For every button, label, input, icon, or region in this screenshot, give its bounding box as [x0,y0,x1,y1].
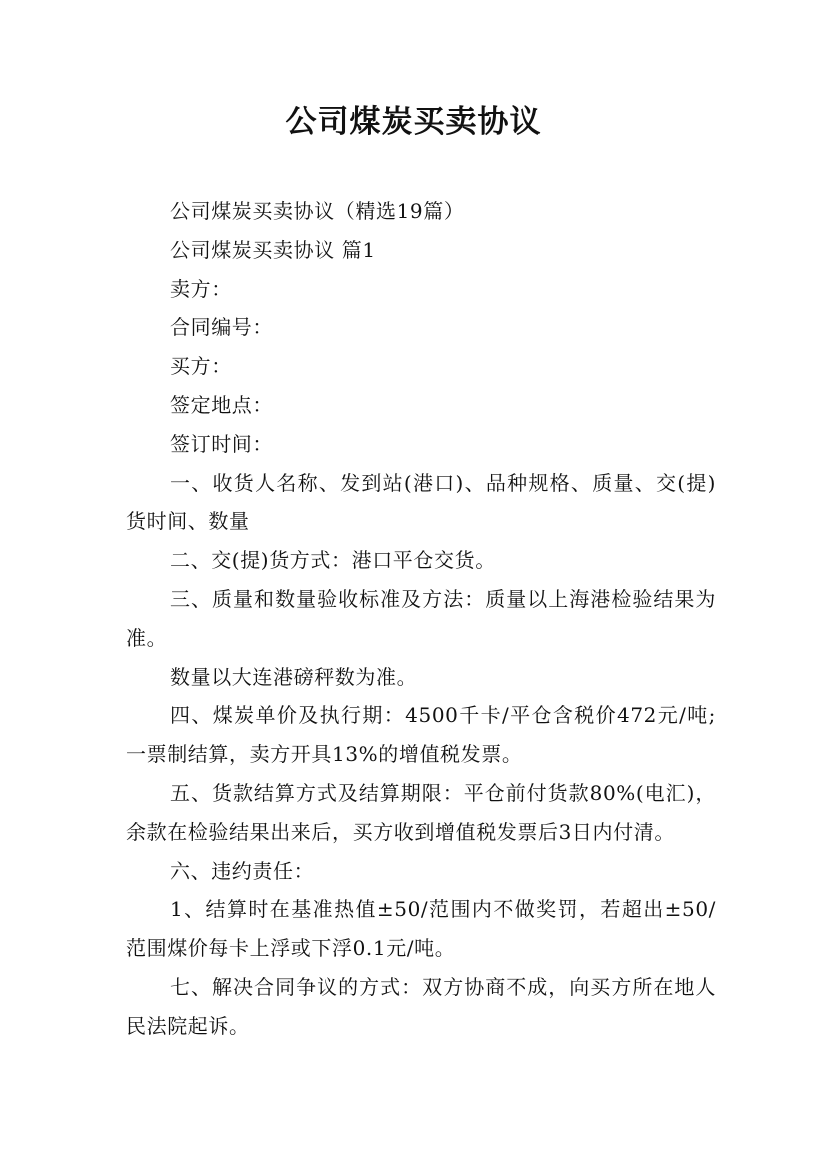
paragraph-subtitle: 公司煤炭买卖协议（精选19篇） [170,199,465,223]
document-title: 公司煤炭买卖协议 [285,104,542,140]
paragraph-buyer: 买方： [170,354,232,379]
paragraph-clause-6: 六、违约责任： [170,858,315,883]
paragraph-clause-2: 二、交(提)货方式：港口平仓交货。 [170,548,496,573]
paragraph-clause-6-item-1: 1、结算时在基准热值±50/范围内不做奖罚，若超出±50/范围煤价每卡上浮或下浮0.1元/吨。 [126,897,716,961]
paragraph-clause-7: 七、解决合同争议的方式：双方协商不成，向买方所在地人民法院起诉。 [126,974,716,1038]
paragraph-clause-1: 一、收货人名称、发到站(港口)、品种规格、质量、交(提)货时间、数量 [126,470,716,534]
paragraph-clause-4: 四、煤炭单价及执行期：4500千卡/平仓含税价472元/吨;一票制结算，卖方开具13%的增值税发票。 [126,703,716,767]
paragraph-seller: 卖方： [170,276,232,301]
paragraph-contract-number: 合同编号： [170,315,273,340]
paragraph-clause-3: 三、质量和数量验收标准及方法：质量以上海港检验结果为准。 [126,586,716,650]
document-body [126,192,716,1046]
paragraph-clause-3-quantity: 数量以大连港磅秤数为准。 [170,664,418,689]
paragraph-signing-place: 签定地点： [170,392,273,417]
paragraph-signing-time: 签订时间： [170,431,273,456]
paragraph-article-heading: 公司煤炭买卖协议 篇1 [170,237,376,262]
paragraph-clause-5: 五、货款结算方式及结算期限：平仓前付货款80%(电汇)，余款在检验结果出来后，买方收到增值税发票后3日内付清。 [126,780,716,844]
